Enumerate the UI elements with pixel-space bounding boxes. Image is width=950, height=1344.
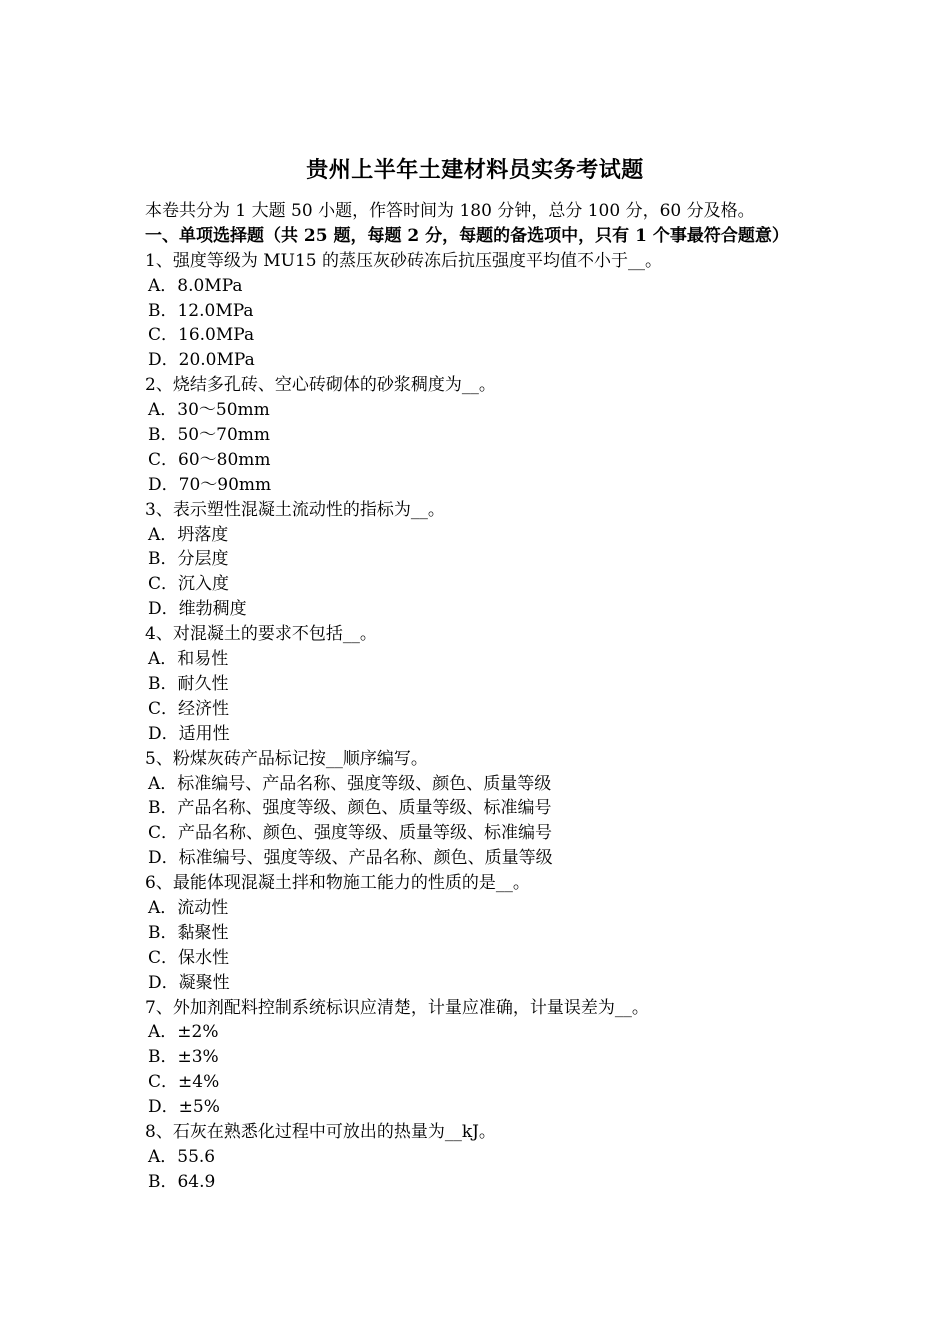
option-d: D．20.0MPa: [148, 350, 255, 371]
question-stem: 3、表示塑性混凝土流动性的指标为__。: [145, 499, 445, 520]
option-a: A．和易性: [148, 649, 229, 670]
option-b: B．黏聚性: [148, 922, 229, 943]
option-d: D．70～90mm: [148, 474, 272, 495]
option-b: B．耐久性: [148, 673, 229, 694]
option-b: B．±3%: [148, 1047, 219, 1068]
section-heading: 一、单项选择题（共 25 题，每题 2 分，每题的备选项中，只有 1 个事最符合题意）: [145, 225, 789, 246]
option-c: C．±4%: [148, 1072, 220, 1093]
option-b: B．12.0MPa: [148, 300, 254, 321]
option-c: C．经济性: [148, 698, 230, 719]
question-2: [145, 373, 810, 497]
option-b: B．64.9: [148, 1171, 216, 1192]
option-d: D．±5%: [148, 1097, 220, 1118]
question-stem: 1、强度等级为 MU15 的蒸压灰砂砖冻后抗压强度平均值不小于__。: [145, 250, 662, 271]
option-b: B．分层度: [148, 549, 229, 570]
option-b: B．产品名称、强度等级、颜色、质量等级、标准编号: [148, 798, 552, 819]
option-c: C．保水性: [148, 947, 230, 968]
question-stem: 5、粉煤灰砖产品标记按__顺序编写。: [145, 748, 428, 769]
option-a: A．30～50mm: [148, 400, 270, 421]
question-stem: 8、石灰在熟悉化过程中可放出的热量为__kJ。: [145, 1121, 496, 1142]
question-7: [145, 996, 810, 1120]
option-a: A．流动性: [148, 897, 229, 918]
option-b: B．50～70mm: [148, 425, 270, 446]
question-8: [145, 1120, 810, 1195]
document-body: [145, 199, 810, 1195]
question-stem: 6、最能体现混凝土拌和物施工能力的性质的是__。: [145, 873, 530, 894]
question-6: [145, 871, 810, 995]
question-1: [145, 249, 810, 373]
exam-intro: 本卷共分为 1 大题 50 小题，作答时间为 180 分钟，总分 100 分，60 分及格。: [145, 201, 755, 221]
option-a: A．8.0MPa: [148, 275, 243, 296]
question-stem: 2、烧结多孔砖、空心砖砌体的砂浆稠度为__。: [145, 375, 496, 396]
option-d: D．适用性: [148, 723, 230, 744]
document-title: 贵州上半年土建材料员实务考试题: [306, 157, 644, 183]
option-a: A．坍落度: [148, 524, 229, 545]
question-5: [145, 747, 810, 871]
option-d: D．标准编号、强度等级、产品名称、颜色、质量等级: [148, 848, 553, 869]
question-4: [145, 622, 810, 746]
question-stem: 7、外加剂配料控制系统标识应清楚，计量应准确，计量误差为__。: [145, 997, 649, 1018]
option-a: A．标准编号、产品名称、强度等级、颜色、质量等级: [148, 773, 552, 794]
option-c: C．沉入度: [148, 574, 230, 595]
option-a: A．±2%: [148, 1022, 219, 1043]
option-a: A．55.6: [148, 1146, 216, 1167]
question-3: [145, 498, 810, 622]
option-d: D．凝聚性: [148, 972, 230, 993]
option-c: C．产品名称、颜色、强度等级、质量等级、标准编号: [148, 823, 553, 844]
option-c: C．60～80mm: [148, 449, 271, 470]
option-c: C．16.0MPa: [148, 325, 255, 346]
question-stem: 4、对混凝土的要求不包括__。: [145, 624, 377, 645]
option-d: D．维勃稠度: [148, 599, 247, 620]
